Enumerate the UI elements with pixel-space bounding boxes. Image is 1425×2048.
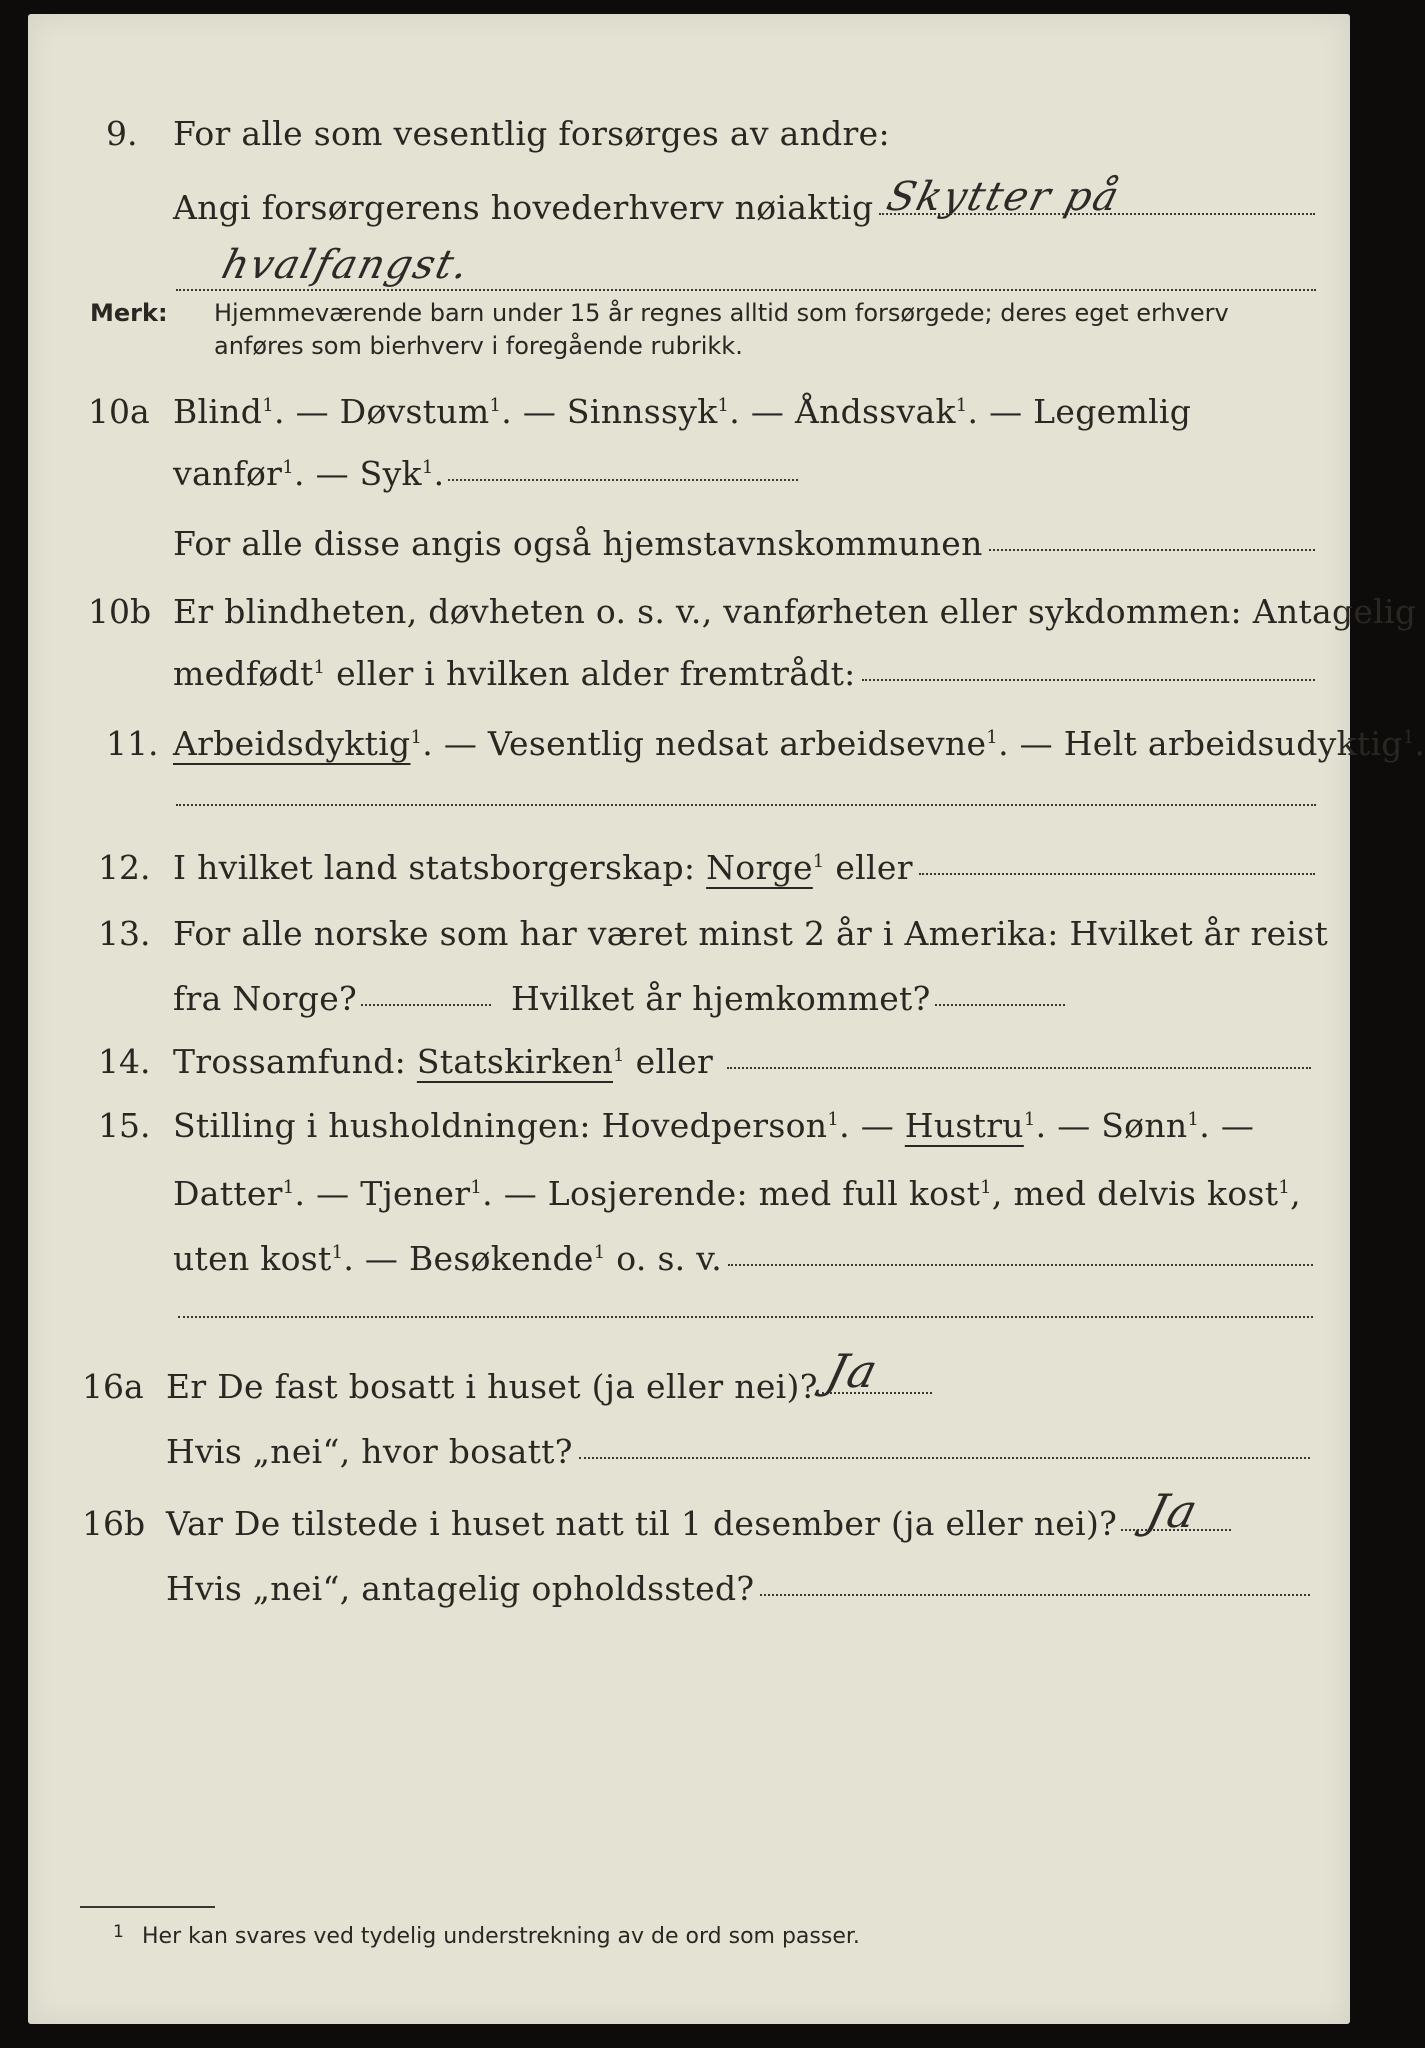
q14-answer-line bbox=[727, 1067, 1311, 1069]
q16b-line1: Var De tilstede i huset natt til 1 desember (ja eller nei)? bbox=[166, 1504, 1231, 1543]
q16a-line2: Hvis „nei“, hvor bosatt? bbox=[166, 1432, 1310, 1471]
q15-hustru-underlined: Hustru bbox=[904, 1106, 1024, 1145]
form-page bbox=[28, 14, 1425, 2024]
q12-line: I hvilket land statsborgerskap: Norge$^1$ eller bbox=[173, 848, 1315, 887]
q10b-answer-line bbox=[862, 679, 1315, 681]
q13-number: 13. bbox=[98, 914, 151, 953]
q10b-line1-text: Er blindheten, døvheten o. s. v., vanførheten eller sykdommen: Antagelig bbox=[173, 592, 1417, 631]
q16a-handwritten-answer: Ja bbox=[821, 1344, 885, 1398]
q16b-number: 16b bbox=[82, 1504, 146, 1543]
q9-handwritten-answer-1: Skytter på bbox=[882, 174, 1126, 220]
q12-answer-line bbox=[919, 873, 1315, 875]
q14-line: Trossamfund: Statskirken$^1$ eller bbox=[173, 1042, 1311, 1081]
q11-number: 11. bbox=[106, 724, 159, 763]
q10a-number: 10a bbox=[88, 392, 150, 431]
q10a-line2: vanfør$^1$. — Syk$^1$. bbox=[173, 454, 798, 493]
q16a-bosatt-line bbox=[579, 1457, 1310, 1459]
q13-line1 bbox=[173, 914, 1329, 953]
q10a-line3 bbox=[173, 524, 1315, 563]
q15-line1: Stilling i husholdningen: Hovedperson$^1$. — Hustru$^1$. — Sønn$^1$. — bbox=[173, 1106, 1255, 1145]
q15-line3: uten kost$^1$. — Besøkende$^1$ o. s. v. bbox=[173, 1239, 1313, 1278]
merk-line2: anføres som bierhverv i foregående rubrikk. bbox=[214, 332, 743, 360]
q16b-line2: Hvis „nei“, antagelig opholdssted? bbox=[166, 1569, 1310, 1608]
q13-reist-line bbox=[361, 1004, 491, 1006]
q13-line2: fra Norge? Hvilket år hjemkommet? bbox=[173, 979, 1065, 1018]
q13-line1-text: For alle norske som har været minst 2 år i Amerika: Hvilket år reist bbox=[173, 914, 1329, 953]
q9-line1-text: For alle som vesentlig forsørges av andre: bbox=[173, 114, 890, 153]
q9-answer-line-2 bbox=[176, 289, 1316, 291]
q9-number: 9. bbox=[106, 114, 138, 153]
merk-label: Merk: bbox=[90, 299, 168, 327]
q15-number: 15. bbox=[98, 1106, 151, 1145]
footnote-text: Her kan svares ved tydelig understrekning av de ord som passer. bbox=[142, 1924, 860, 1949]
q10b-line1 bbox=[173, 592, 1417, 631]
q13-hjemkommet-line bbox=[935, 1004, 1065, 1006]
q15-answer-line bbox=[728, 1264, 1313, 1266]
q10a-line1-text: Blind$^1$. — Døvstum$^1$. — Sinnssyk$^1$. — Åndssvak$^1$. — Legemlig bbox=[173, 392, 1192, 431]
q12-norge-underlined: Norge bbox=[706, 848, 813, 887]
q11-line1: Arbeidsdyktig$^1$. — Vesentlig nedsat arbeidsevne$^1$. — Helt arbeidsudyktig$^1$. bbox=[173, 724, 1425, 763]
q14-number: 14. bbox=[98, 1042, 151, 1081]
q16a-number: 16a bbox=[82, 1367, 144, 1406]
q10a-line3-text: For alle disse angis også hjemstavnskommunen bbox=[173, 524, 983, 563]
q10b-number: 10b bbox=[88, 592, 152, 631]
q9-handwritten-answer-2: hvalfangst. bbox=[217, 242, 476, 288]
q9-line1 bbox=[173, 114, 890, 153]
q16b-handwritten-answer: Ja bbox=[1141, 1484, 1205, 1538]
q16b-opholdssted-line bbox=[760, 1594, 1310, 1596]
footnote-rule bbox=[80, 1906, 215, 1908]
q15-line2: Datter$^1$. — Tjener$^1$. — Losjerende: med full kost$^1$, med delvis kost$^1$, bbox=[173, 1174, 1301, 1213]
merk-line1: Hjemmeværende barn under 15 år regnes alltid som forsørgede; deres eget erhverv bbox=[214, 299, 1229, 327]
q10a-line1 bbox=[173, 392, 1315, 431]
q11-answer-line bbox=[176, 804, 1316, 806]
q12-number: 12. bbox=[98, 848, 151, 887]
q9-line2 bbox=[173, 188, 1315, 227]
q10a-kommune-line bbox=[989, 549, 1315, 551]
q9-line2-text: Angi forsørgerens hovederhverv nøiaktig bbox=[173, 188, 874, 227]
q10a-syk-line bbox=[448, 479, 798, 481]
q11-arbeidsdyktig-underlined: Arbeidsdyktig bbox=[173, 724, 411, 763]
q16a-line1: Er De fast bosatt i huset (ja eller nei)? bbox=[166, 1367, 932, 1406]
q15-answer-line-2 bbox=[178, 1316, 1313, 1318]
q10b-line2: medfødt$^1$ eller i hvilken alder fremtrådt: bbox=[173, 654, 1315, 693]
q14-statskirken-underlined: Statskirken bbox=[416, 1042, 614, 1081]
footnote-marker: 1 bbox=[113, 1922, 124, 1942]
